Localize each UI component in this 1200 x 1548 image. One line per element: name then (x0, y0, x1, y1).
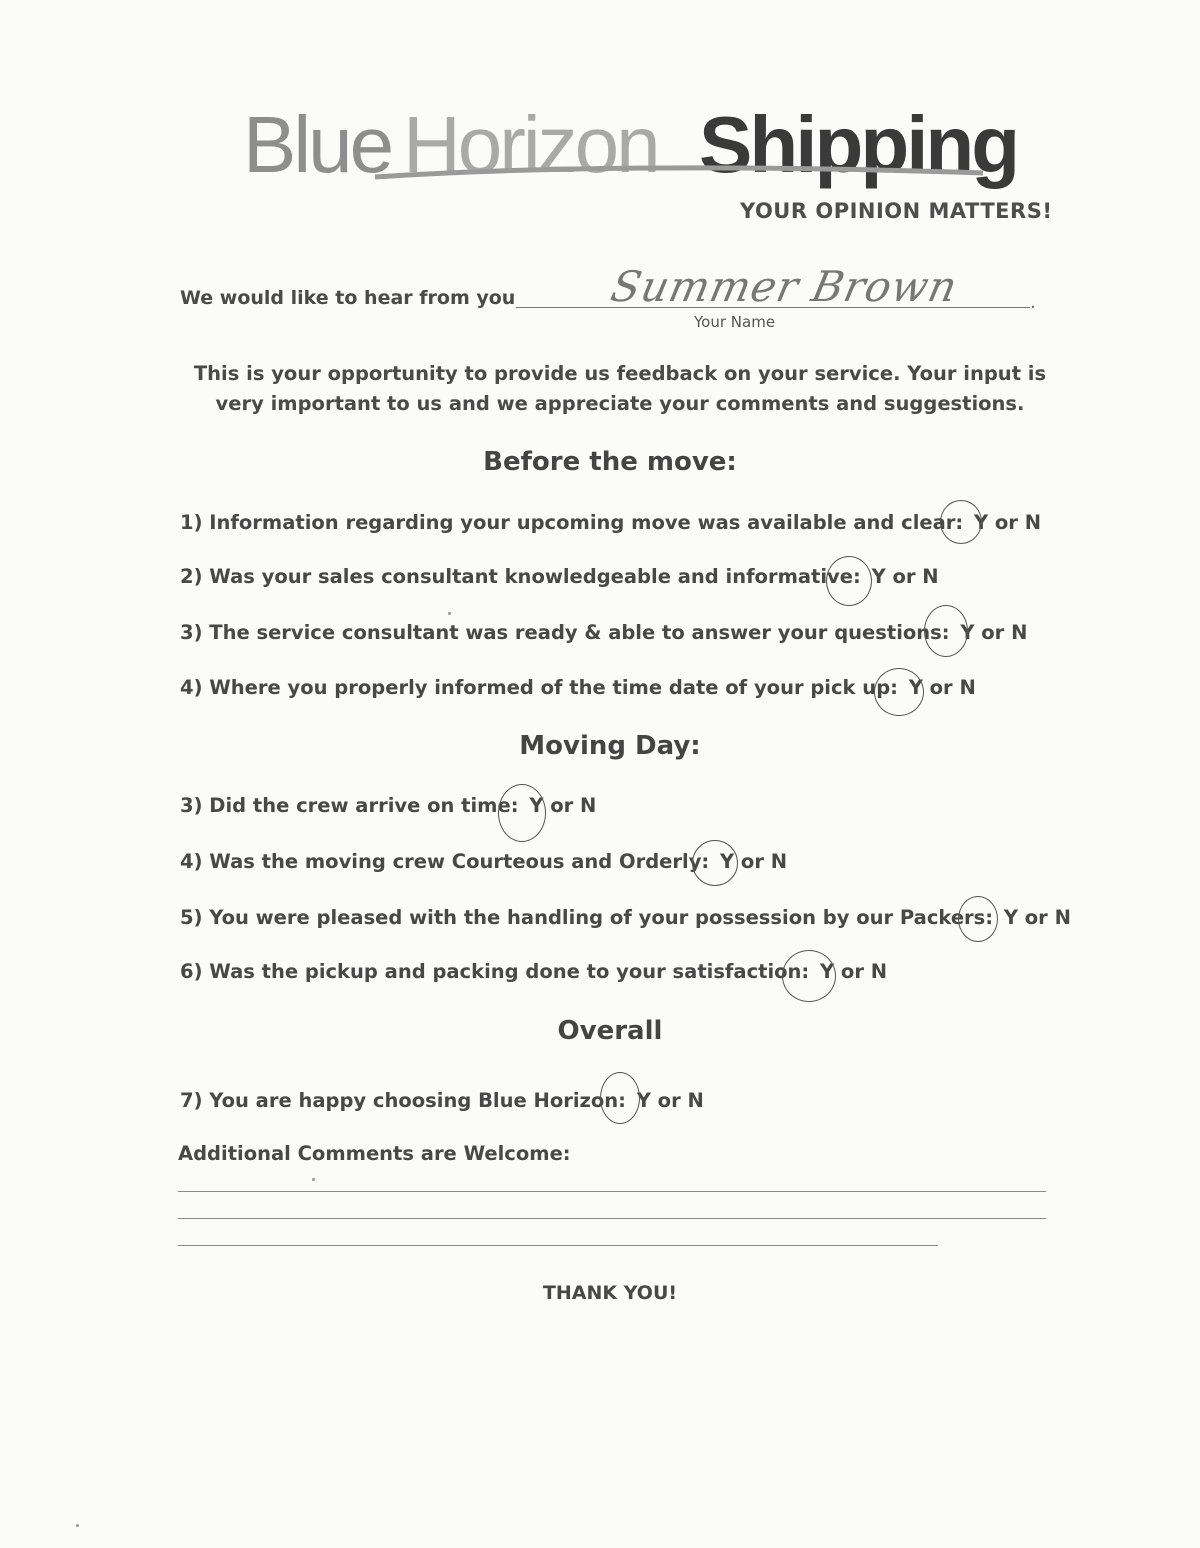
tagline: YOUR OPINION MATTERS! (740, 199, 1053, 223)
logo-swoosh-icon (373, 155, 993, 195)
logo-word-shipping: Shipping (699, 100, 1018, 189)
comments-label: Additional Comments are Welcome: (178, 1142, 571, 1165)
intro-line-1: This is your opportunity to provide us feedback on your service. Your input is (193, 362, 1047, 385)
name-line-period: . (1030, 292, 1036, 313)
comments-line-1[interactable] (178, 1191, 1046, 1192)
section-heading-moving-day: Moving Day: (519, 731, 701, 761)
answer-circle-y[interactable] (692, 840, 738, 886)
answer-options: Y or N (973, 511, 1042, 534)
intro-line-2: very important to us and we appreciate your comments and suggestions. (215, 392, 1025, 415)
comments-line-2[interactable] (178, 1218, 1046, 1219)
answer-circle-y[interactable] (826, 556, 872, 606)
company-logo (243, 97, 1063, 197)
answer-options: Y or N (529, 794, 597, 817)
answer-circle-y[interactable] (958, 896, 998, 942)
question-text: 1) Information regarding your upcoming move was available and clear: (180, 511, 964, 534)
answer-circle-y[interactable] (924, 605, 968, 657)
logo-word-horizon: Horizon (403, 100, 658, 189)
question-row (180, 906, 1071, 929)
scan-speck (448, 612, 451, 615)
question-text: 3) The service consultant was ready & able to answer your questions: (180, 621, 950, 644)
question-row (180, 511, 1041, 534)
scan-speck (312, 1178, 315, 1181)
answer-circle-y[interactable] (874, 668, 924, 716)
answer-options: Y or N (1003, 906, 1071, 929)
question-text: 2) Was your sales consultant knowledgeable and informative: (180, 565, 861, 588)
logo-word-blue: Blue (243, 100, 392, 189)
answer-options: Y or N (871, 565, 939, 588)
answer-circle-y[interactable] (782, 950, 836, 1002)
name-handwritten-value: Summer Brown (606, 262, 963, 311)
question-text: 4) Where you properly informed of the time date of your pick up: (180, 676, 898, 699)
question-text: 7) You are happy choosing Blue Horizon: (180, 1089, 626, 1112)
comments-line-3[interactable] (178, 1245, 938, 1246)
section-heading-before-move: Before the move: (483, 447, 737, 477)
question-row (180, 676, 976, 699)
question-row (180, 565, 939, 588)
name-prompt: We would like to hear from you (180, 287, 516, 309)
answer-options: Y or N (908, 676, 976, 699)
answer-options: Y or N (960, 621, 1028, 644)
question-text: 6) Was the pickup and packing done to your satisfaction: (180, 960, 810, 983)
name-field-caption: Your Name (694, 313, 776, 331)
question-text: 3) Did the crew arrive on time: (180, 794, 519, 817)
question-text: 4) Was the moving crew Courteous and Orderly: (180, 850, 710, 873)
thank-you-text: THANK YOU! (542, 1282, 678, 1304)
question-row (180, 960, 887, 983)
question-row (180, 621, 1027, 644)
scan-speck (76, 1524, 79, 1527)
section-heading-overall: Overall (557, 1016, 663, 1046)
answer-circle-y[interactable] (498, 784, 546, 842)
question-text: 5) You were pleased with the handling of your possession by our Packers: (180, 906, 994, 929)
answer-circle-y[interactable] (600, 1072, 640, 1124)
answer-circle-y[interactable] (940, 500, 982, 544)
answer-options: Y or N (720, 850, 788, 873)
answer-options: Y or N (820, 960, 888, 983)
answer-options: Y or N (636, 1089, 704, 1112)
